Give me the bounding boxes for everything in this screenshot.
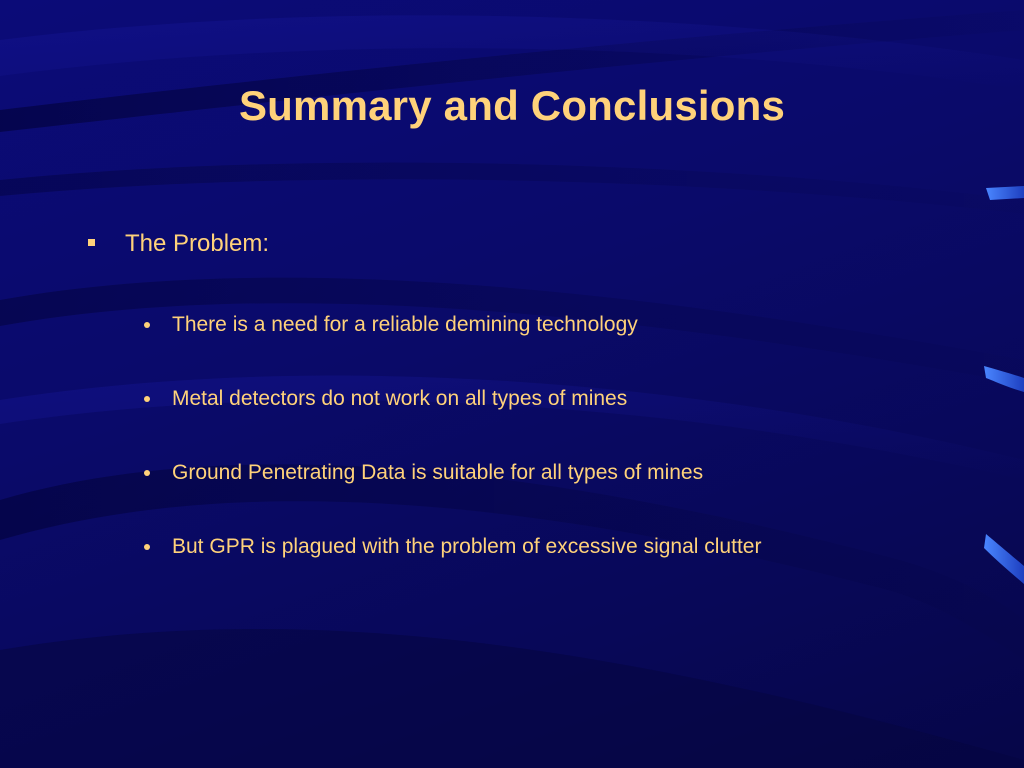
swoosh-band-5 [0, 629, 1024, 768]
slide-title: Summary and Conclusions [238, 82, 786, 129]
list-item-text: There is a need for a reliable demining technology [172, 313, 638, 336]
accent-swoosh-3 [984, 534, 1024, 584]
round-bullet-icon [144, 396, 150, 402]
problem-points-list [140, 308, 761, 604]
round-bullet-icon [144, 322, 150, 328]
swoosh-band-2 [0, 163, 1024, 214]
list-item-text: But GPR is plagued with the problem of excessive signal clutter [172, 535, 762, 558]
heading-bullet [88, 230, 269, 258]
list-item [140, 530, 761, 564]
list-item-text: Metal detectors do not work on all types of mines [172, 387, 628, 410]
round-bullet-icon [144, 544, 150, 550]
heading-bullet-text: The Problem: [125, 230, 270, 257]
list-item [140, 308, 761, 342]
square-bullet-icon [88, 239, 95, 246]
list-item-text: Ground Penetrating Data is suitable for all types of mines [172, 461, 704, 484]
round-bullet-icon [144, 470, 150, 476]
list-item [140, 382, 761, 416]
list-item [140, 456, 761, 490]
accent-swoosh-1 [986, 186, 1024, 200]
